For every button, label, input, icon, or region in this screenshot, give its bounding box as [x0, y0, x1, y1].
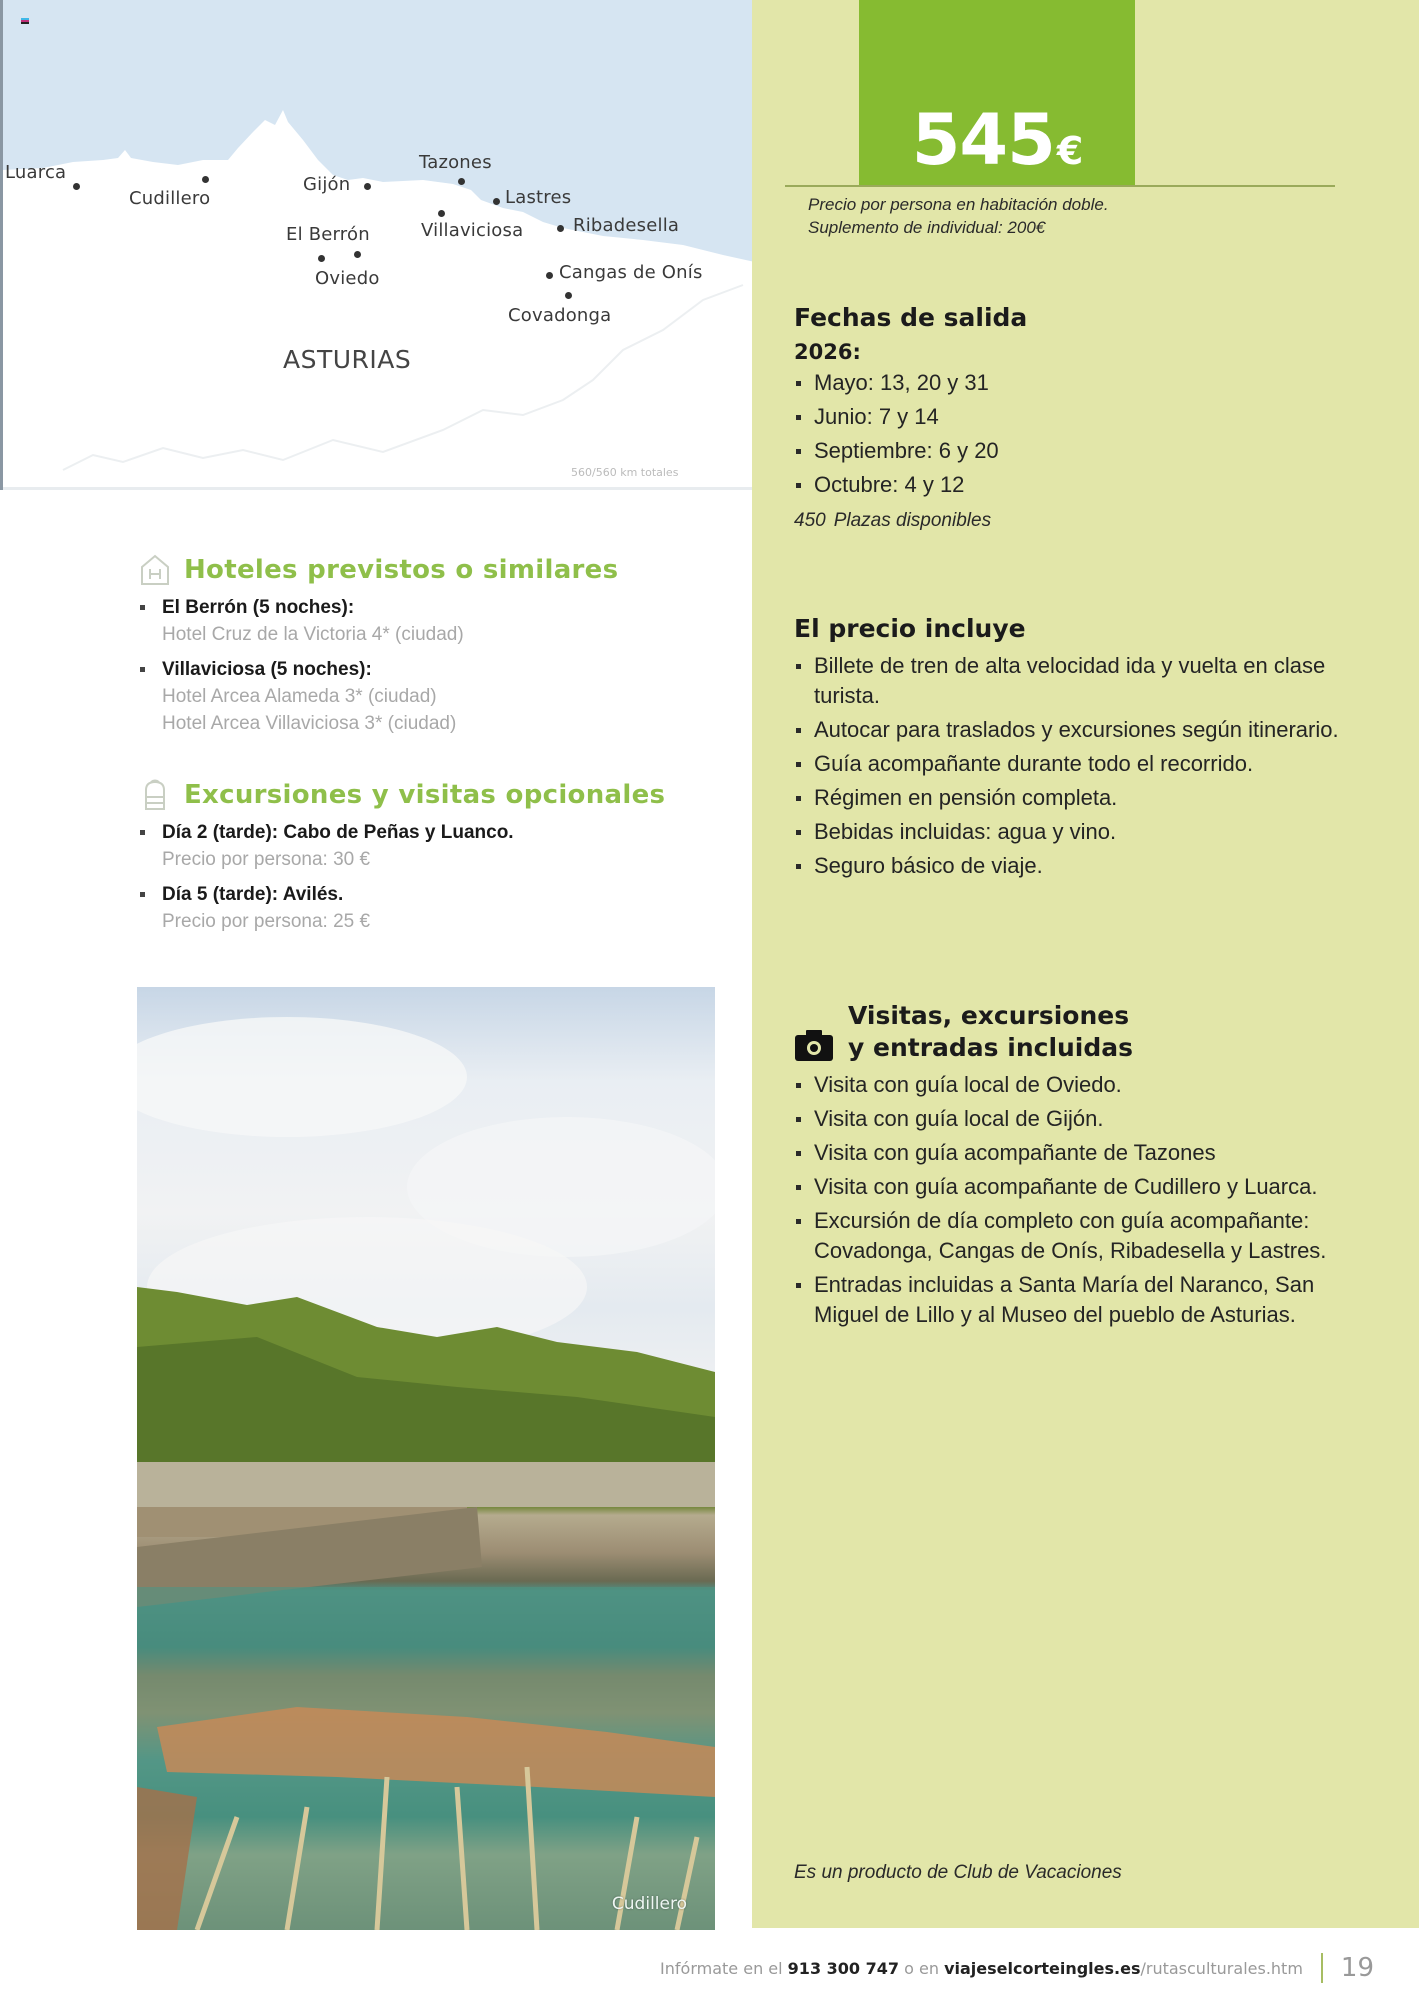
price-includes-list — [794, 651, 1354, 881]
city-label-cangas-de-onis: Cangas de Onís — [559, 262, 703, 283]
excursion-name: Día 2 (tarde): Cabo de Peñas y Luanco. — [162, 822, 514, 843]
optional-excursions-title: Excursiones y visitas opcionales — [184, 780, 666, 810]
included-visits-title — [848, 1000, 1133, 1064]
list-item: Excursión de día completo con guía acompañante: Covadonga, Cangas de Onís, Ribadesella y Lastres. — [794, 1206, 1354, 1266]
land-shape — [3, 0, 752, 490]
city-label-gijon: Gijón — [303, 174, 351, 195]
city-label-lastres: Lastres — [505, 187, 572, 208]
included-visits-title-line2: y entradas incluidas — [848, 1033, 1134, 1062]
list-item: Autocar para traslados y excursiones según itinerario. — [794, 715, 1354, 745]
hotel-location: Villaviciosa (5 noches): — [162, 659, 372, 680]
list-item: Billete de tren de alta velocidad ida y vuelta en clase turista. — [794, 651, 1354, 711]
list-item — [138, 820, 738, 873]
backpack-icon — [138, 778, 172, 812]
list-item: Visita con guía acompañante de Cudillero y Luarca. — [794, 1172, 1354, 1202]
contact-prefix: Infórmate en el — [660, 1958, 783, 1978]
list-item — [138, 657, 738, 737]
departure-dates-list — [794, 368, 1354, 500]
city-dot-luarca — [73, 183, 80, 190]
hotels-heading — [138, 553, 738, 587]
list-item: Seguro básico de viaje. — [794, 851, 1354, 881]
list-item: Visita con guía local de Oviedo. — [794, 1070, 1354, 1100]
city-label-villaviciosa: Villaviciosa — [421, 220, 524, 241]
region-label: ASTURIAS — [283, 345, 412, 374]
availability-label: Plazas disponibles — [833, 510, 992, 531]
city-dot-el-berron — [318, 255, 325, 262]
excursion-price: Precio por persona: 25 € — [162, 911, 371, 932]
hotel-icon — [138, 553, 172, 587]
city-dot-cudillero — [202, 176, 209, 183]
list-item: Junio: 7 y 14 — [794, 402, 1354, 432]
city-dot-villaviciosa — [438, 210, 445, 217]
availability-number: 450 — [794, 510, 826, 531]
price-divider — [785, 185, 1335, 187]
price-includes-title: El precio incluye — [794, 614, 1026, 643]
availability — [794, 510, 1354, 532]
price-includes-section — [794, 613, 1354, 885]
optional-excursions-list — [138, 820, 738, 935]
price-note-double-room: Precio por persona en habitación doble. — [808, 195, 1109, 214]
camera-icon — [794, 1028, 834, 1062]
city-label-el-berron: El Berrón — [286, 224, 370, 245]
departure-dates-title: Fechas de salida — [794, 303, 1028, 332]
optional-excursions-section — [138, 778, 738, 944]
departure-dates-section — [794, 302, 1354, 532]
city-label-tazones: Tazones — [419, 152, 492, 173]
page-footer — [660, 1948, 1419, 1988]
hotels-list — [138, 595, 738, 737]
hotels-title: Hoteles previstos o similares — [184, 555, 619, 585]
list-item: Bebidas incluidas: agua y vino. — [794, 817, 1354, 847]
list-item: Visita con guía local de Gijón. — [794, 1104, 1354, 1134]
included-visits-section — [794, 1000, 1354, 1334]
trip-info-panel — [752, 0, 1419, 1928]
page-number: 19 — [1340, 1953, 1374, 1983]
included-visits-title-line1: Visitas, excursiones — [848, 1001, 1130, 1030]
product-note: Es un producto de Club de Vacaciones — [794, 1862, 1122, 1883]
city-label-ribadesella: Ribadesella — [573, 215, 680, 236]
footer-separator — [1321, 1953, 1323, 1983]
included-visits-list — [794, 1070, 1354, 1330]
list-item: Régimen en pensión completa. — [794, 783, 1354, 813]
photo-scene — [137, 987, 715, 1930]
city-dot-ribadesella — [557, 225, 564, 232]
list-item: Guía acompañante durante todo el recorrido. — [794, 749, 1354, 779]
city-dot-tazones — [458, 178, 465, 185]
contact-middle: o en — [904, 1958, 939, 1978]
hotel-name: Hotel Arcea Villaviciosa 3* (ciudad) — [162, 713, 457, 734]
registration-mark — [21, 18, 29, 26]
list-item — [138, 882, 738, 935]
city-label-oviedo: Oviedo — [315, 268, 380, 289]
map-bottom-rule — [3, 487, 752, 490]
city-label-cudillero: Cudillero — [129, 188, 211, 209]
city-dot-cangas-de-onis — [546, 272, 553, 279]
list-item: Visita con guía acompañante de Tazones — [794, 1138, 1354, 1168]
hotel-location: El Berrón (5 noches): — [162, 597, 355, 618]
price-value: 545 — [911, 99, 1055, 181]
city-dot-lastres — [493, 198, 500, 205]
included-visits-heading — [794, 1000, 1354, 1064]
contact-info — [660, 1959, 1303, 1978]
city-dot-covadonga — [565, 292, 572, 299]
excursion-name: Día 5 (tarde): Avilés. — [162, 884, 344, 905]
hotels-section — [138, 553, 738, 746]
price-currency: € — [1056, 129, 1083, 173]
list-item: Septiembre: 6 y 20 — [794, 436, 1354, 466]
phone-number[interactable]: 913 300 747 — [787, 1958, 900, 1978]
city-dot-gijon — [364, 183, 371, 190]
list-item: Mayo: 13, 20 y 31 — [794, 368, 1354, 398]
photo-caption: Cudillero — [611, 1894, 687, 1914]
hotel-name: Hotel Arcea Alameda 3* (ciudad) — [162, 686, 437, 707]
cudillero-photo — [137, 987, 715, 1930]
list-item: Entradas incluidas a Santa María del Naranco, San Miguel de Lillo y al Museo del pueblo de Asturias. — [794, 1270, 1354, 1330]
price-amount — [859, 99, 1135, 181]
excursion-price: Precio por persona: 30 € — [162, 849, 371, 870]
list-item — [138, 595, 738, 648]
city-label-luarca: Luarca — [5, 162, 67, 183]
website-domain[interactable]: viajeselcorteingles.es — [944, 1958, 1141, 1978]
departure-year: 2026: — [794, 340, 861, 364]
route-map — [0, 0, 752, 490]
optional-excursions-heading — [138, 778, 738, 812]
price-note-single-supplement: Suplemento de individual: 200€ — [808, 218, 1046, 237]
city-label-covadonga: Covadonga — [508, 305, 612, 326]
city-dot-oviedo — [354, 251, 361, 258]
list-item: Octubre: 4 y 12 — [794, 470, 1354, 500]
hotel-name: Hotel Cruz de la Victoria 4* (ciudad) — [162, 624, 464, 645]
price-badge — [859, 0, 1135, 185]
price-note — [808, 193, 1109, 239]
website-path[interactable]: /rutasculturales.htm — [1140, 1958, 1303, 1978]
map-scale-note: 560/560 km totales — [571, 466, 679, 479]
